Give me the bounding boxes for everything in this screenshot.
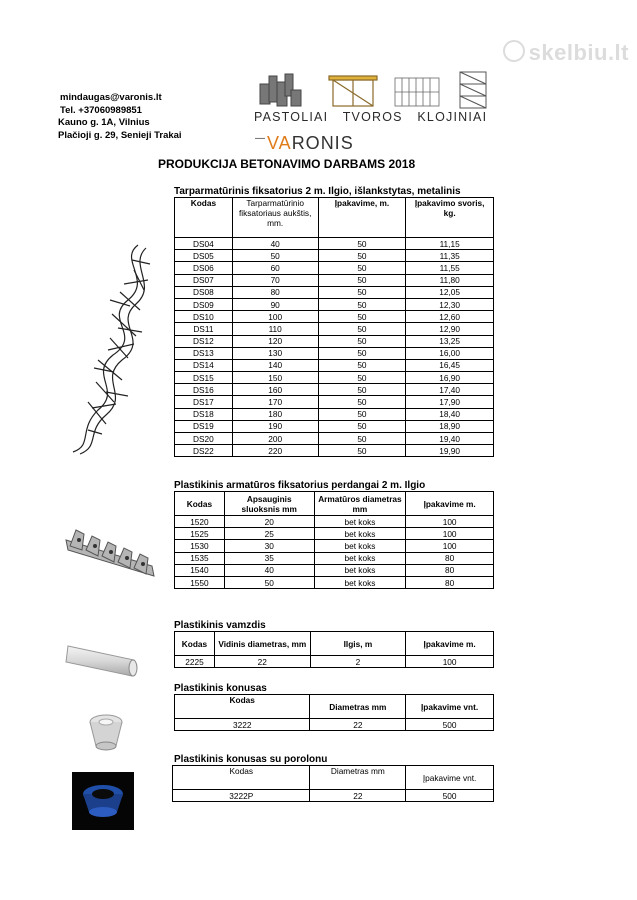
col-header: Armatūros diametras mm <box>314 492 406 516</box>
col-header: Kodas <box>175 695 310 719</box>
table-body <box>175 238 494 457</box>
table-cell: 50 <box>318 372 406 384</box>
table-cell: 130 <box>232 347 318 359</box>
table-cell: 19,40 <box>406 433 494 445</box>
cone-table <box>174 694 494 731</box>
table-cell: 50 <box>318 445 406 457</box>
col-header: Įpakavime m. <box>406 492 494 516</box>
table-cell: bet koks <box>314 564 406 576</box>
table-cell: DS07 <box>175 274 233 286</box>
col-header: Kodas <box>175 492 225 516</box>
spacer-table <box>174 197 494 457</box>
col-header: Įpakavimo svoris, kg. <box>406 198 494 238</box>
table-cell: 50 <box>318 335 406 347</box>
table-cell: 100 <box>406 516 494 528</box>
table-cell: DS09 <box>175 298 233 310</box>
table-cell: 100 <box>406 528 494 540</box>
table-cell: DS04 <box>175 238 233 250</box>
col-header: Diametras mm <box>310 766 406 790</box>
table-cell: DS20 <box>175 433 233 445</box>
table-row <box>175 311 494 323</box>
section-title-2: Plastikinis vamzdis <box>174 620 266 631</box>
table-cell: 100 <box>406 656 494 668</box>
table-cell: 50 <box>224 576 314 588</box>
table-cell: DS17 <box>175 396 233 408</box>
table-row <box>175 719 494 731</box>
table-cell: DS22 <box>175 445 233 457</box>
table-cell: 140 <box>232 359 318 371</box>
logo-prefix: VA <box>267 133 292 153</box>
plastic-cone-image <box>82 710 132 760</box>
logo-suffix: RONIS <box>291 133 354 153</box>
table-cell: 13,25 <box>406 335 494 347</box>
table-cell: 50 <box>318 396 406 408</box>
section-title-3: Plastikinis konusas <box>174 683 267 694</box>
table-cell: 120 <box>232 335 318 347</box>
table-cell: 12,60 <box>406 311 494 323</box>
table-cell: bet koks <box>314 576 406 588</box>
table-cell: DS14 <box>175 359 233 371</box>
table-cell: 50 <box>232 250 318 262</box>
table-body <box>175 516 494 589</box>
table-cell: 25 <box>224 528 314 540</box>
table-row <box>175 372 494 384</box>
table-cell: 80 <box>232 286 318 298</box>
table-row <box>175 359 494 371</box>
table-cell: 50 <box>318 408 406 420</box>
table-row <box>175 274 494 286</box>
table-body <box>175 719 494 731</box>
table-cell: 190 <box>232 420 318 432</box>
col-header: Įpakavime vnt. <box>406 695 494 719</box>
table-cell: 16,45 <box>406 359 494 371</box>
table-cell: 2 <box>310 656 406 668</box>
table-cell: DS05 <box>175 250 233 262</box>
plastic-fixator-image <box>62 520 162 590</box>
table-cell: 3222 <box>175 719 310 731</box>
col-header: Vidinis diametras, mm <box>214 632 310 656</box>
table-cell: 160 <box>232 384 318 396</box>
table-cell: 80 <box>406 552 494 564</box>
table-row <box>173 790 494 802</box>
table-body <box>175 656 494 668</box>
table-cell: 1550 <box>175 576 225 588</box>
section-title-0: Tarparmatūrinis fiksatorius 2 m. Ilgio, išlankstytas, metalinis <box>174 186 461 197</box>
table-cell: 50 <box>318 311 406 323</box>
table-cell: 60 <box>232 262 318 274</box>
table-cell: 80 <box>406 564 494 576</box>
table-cell: 22 <box>310 790 406 802</box>
table-cell: 180 <box>232 408 318 420</box>
brand-product-1: TVOROS <box>342 110 403 124</box>
table-cell: 50 <box>318 384 406 396</box>
table-cell: DS06 <box>175 262 233 274</box>
brand-logo: —VARONIS <box>255 133 354 153</box>
contact-phone: Tel. +37060989851 <box>60 104 142 116</box>
table-cell: 17,40 <box>406 384 494 396</box>
table-cell: bet koks <box>314 540 406 552</box>
table-cell: DS13 <box>175 347 233 359</box>
table-row <box>175 238 494 250</box>
fence-icon <box>395 78 439 106</box>
table-row <box>175 433 494 445</box>
table-body <box>173 790 494 802</box>
col-header: Kodas <box>175 198 233 238</box>
table-cell: 100 <box>232 311 318 323</box>
table-cell: bet koks <box>314 516 406 528</box>
table-cell: 40 <box>232 238 318 250</box>
col-header: Tarparmatūrinio fiksatoriaus aukštis, mm. <box>232 198 318 238</box>
scaffold-frame-icon <box>329 76 377 106</box>
metal-spacer-image <box>58 240 158 455</box>
table-cell: 50 <box>318 250 406 262</box>
section-title-4: Plastikinis konusas su porolonu <box>174 754 328 765</box>
table-cell: DS15 <box>175 372 233 384</box>
table-row <box>175 250 494 262</box>
table-row <box>175 552 494 564</box>
brand-product-2: KLOJINIAI <box>417 110 488 124</box>
table-cell: 2225 <box>175 656 215 668</box>
table-cell: 22 <box>214 656 310 668</box>
table-cell: 50 <box>318 262 406 274</box>
table-cell: 50 <box>318 298 406 310</box>
table-cell: DS18 <box>175 408 233 420</box>
table-cell: 1535 <box>175 552 225 564</box>
table-row <box>175 445 494 457</box>
table-cell: 18,90 <box>406 420 494 432</box>
col-header: Ilgis, m <box>310 632 406 656</box>
pipe-table <box>174 631 494 668</box>
table-cell: DS11 <box>175 323 233 335</box>
table-cell: 12,90 <box>406 323 494 335</box>
table-cell: 16,90 <box>406 372 494 384</box>
table-cell: 50 <box>318 323 406 335</box>
product-illustrations <box>255 70 495 110</box>
table-row <box>175 262 494 274</box>
brand-product-0: PASTOLIAI <box>254 110 329 124</box>
table-row <box>175 396 494 408</box>
table-cell: 1530 <box>175 540 225 552</box>
table-cell: 35 <box>224 552 314 564</box>
table-row <box>175 286 494 298</box>
table-cell: 12,30 <box>406 298 494 310</box>
watermark-logo-icon <box>503 40 525 62</box>
col-header: Įpakavime, m. <box>318 198 406 238</box>
table-cell: 50 <box>318 420 406 432</box>
table-cell: 90 <box>232 298 318 310</box>
table-row <box>175 347 494 359</box>
table-cell: bet koks <box>314 552 406 564</box>
table-cell: 19,90 <box>406 445 494 457</box>
table-cell: 11,80 <box>406 274 494 286</box>
formwork-icon <box>260 74 301 106</box>
table-row <box>175 576 494 588</box>
table-cell: 30 <box>224 540 314 552</box>
brand-products <box>254 110 497 124</box>
table-cell: 70 <box>232 274 318 286</box>
watermark-text: skelbiu.lt <box>528 40 629 65</box>
foam-cone-image <box>72 772 134 830</box>
table-cell: 500 <box>406 719 494 731</box>
table-cell: DS08 <box>175 286 233 298</box>
scaffold-tower-icon <box>460 72 486 108</box>
table-cell: 110 <box>232 323 318 335</box>
table-row <box>175 298 494 310</box>
table-row <box>175 335 494 347</box>
col-header: Kodas <box>173 766 310 790</box>
table-cell: DS16 <box>175 384 233 396</box>
table-cell: 50 <box>318 359 406 371</box>
table-row <box>175 656 494 668</box>
col-header: Apsauginis sluoksnis mm <box>224 492 314 516</box>
col-header: Kodas <box>175 632 215 656</box>
table-cell: 220 <box>232 445 318 457</box>
contact-address-2: Plačioji g. 29, Senieji Trakai <box>58 129 182 141</box>
plastic-fixator-table <box>174 491 494 589</box>
col-header: Įpakavime m. <box>406 632 494 656</box>
table-cell: 500 <box>406 790 494 802</box>
page-title: PRODUKCIJA BETONAVIMO DARBAMS 2018 <box>158 157 416 171</box>
table-cell: 1540 <box>175 564 225 576</box>
table-cell: 11,15 <box>406 238 494 250</box>
table-row <box>175 540 494 552</box>
table-row <box>175 420 494 432</box>
cone-foam-table <box>172 765 494 802</box>
table-row <box>175 323 494 335</box>
table-cell: DS12 <box>175 335 233 347</box>
table-cell: 11,55 <box>406 262 494 274</box>
table-cell: 20 <box>224 516 314 528</box>
table-cell: 50 <box>318 274 406 286</box>
table-row <box>175 564 494 576</box>
table-cell: 1520 <box>175 516 225 528</box>
table-cell: 18,40 <box>406 408 494 420</box>
table-row <box>175 516 494 528</box>
plastic-pipe-image <box>62 640 142 680</box>
table-cell: 17,90 <box>406 396 494 408</box>
watermark <box>503 40 629 66</box>
table-cell: 50 <box>318 347 406 359</box>
table-cell: 3222P <box>173 790 310 802</box>
table-cell: 100 <box>406 540 494 552</box>
table-cell: DS19 <box>175 420 233 432</box>
table-cell: 150 <box>232 372 318 384</box>
contact-email[interactable]: mindaugas@varonis.lt <box>60 92 162 103</box>
table-cell: 22 <box>310 719 406 731</box>
table-row <box>175 384 494 396</box>
contact-address-1: Kauno g. 1A, Vilnius <box>58 117 150 128</box>
col-header: Diametras mm <box>310 695 406 719</box>
table-cell: 50 <box>318 286 406 298</box>
table-cell: 170 <box>232 396 318 408</box>
table-cell: 80 <box>406 576 494 588</box>
col-header: Įpakavime vnt. <box>406 766 494 790</box>
table-cell: 11,35 <box>406 250 494 262</box>
table-row <box>175 408 494 420</box>
table-cell: 16,00 <box>406 347 494 359</box>
table-cell: 1525 <box>175 528 225 540</box>
table-cell: 40 <box>224 564 314 576</box>
table-cell: bet koks <box>314 528 406 540</box>
table-cell: 50 <box>318 238 406 250</box>
contact-block <box>58 92 182 142</box>
section-title-1: Plastikinis armatūros fiksatorius perdangai 2 m. Ilgio <box>174 480 426 491</box>
table-cell: 12,05 <box>406 286 494 298</box>
table-cell: DS10 <box>175 311 233 323</box>
table-cell: 200 <box>232 433 318 445</box>
table-cell: 50 <box>318 433 406 445</box>
table-row <box>175 528 494 540</box>
